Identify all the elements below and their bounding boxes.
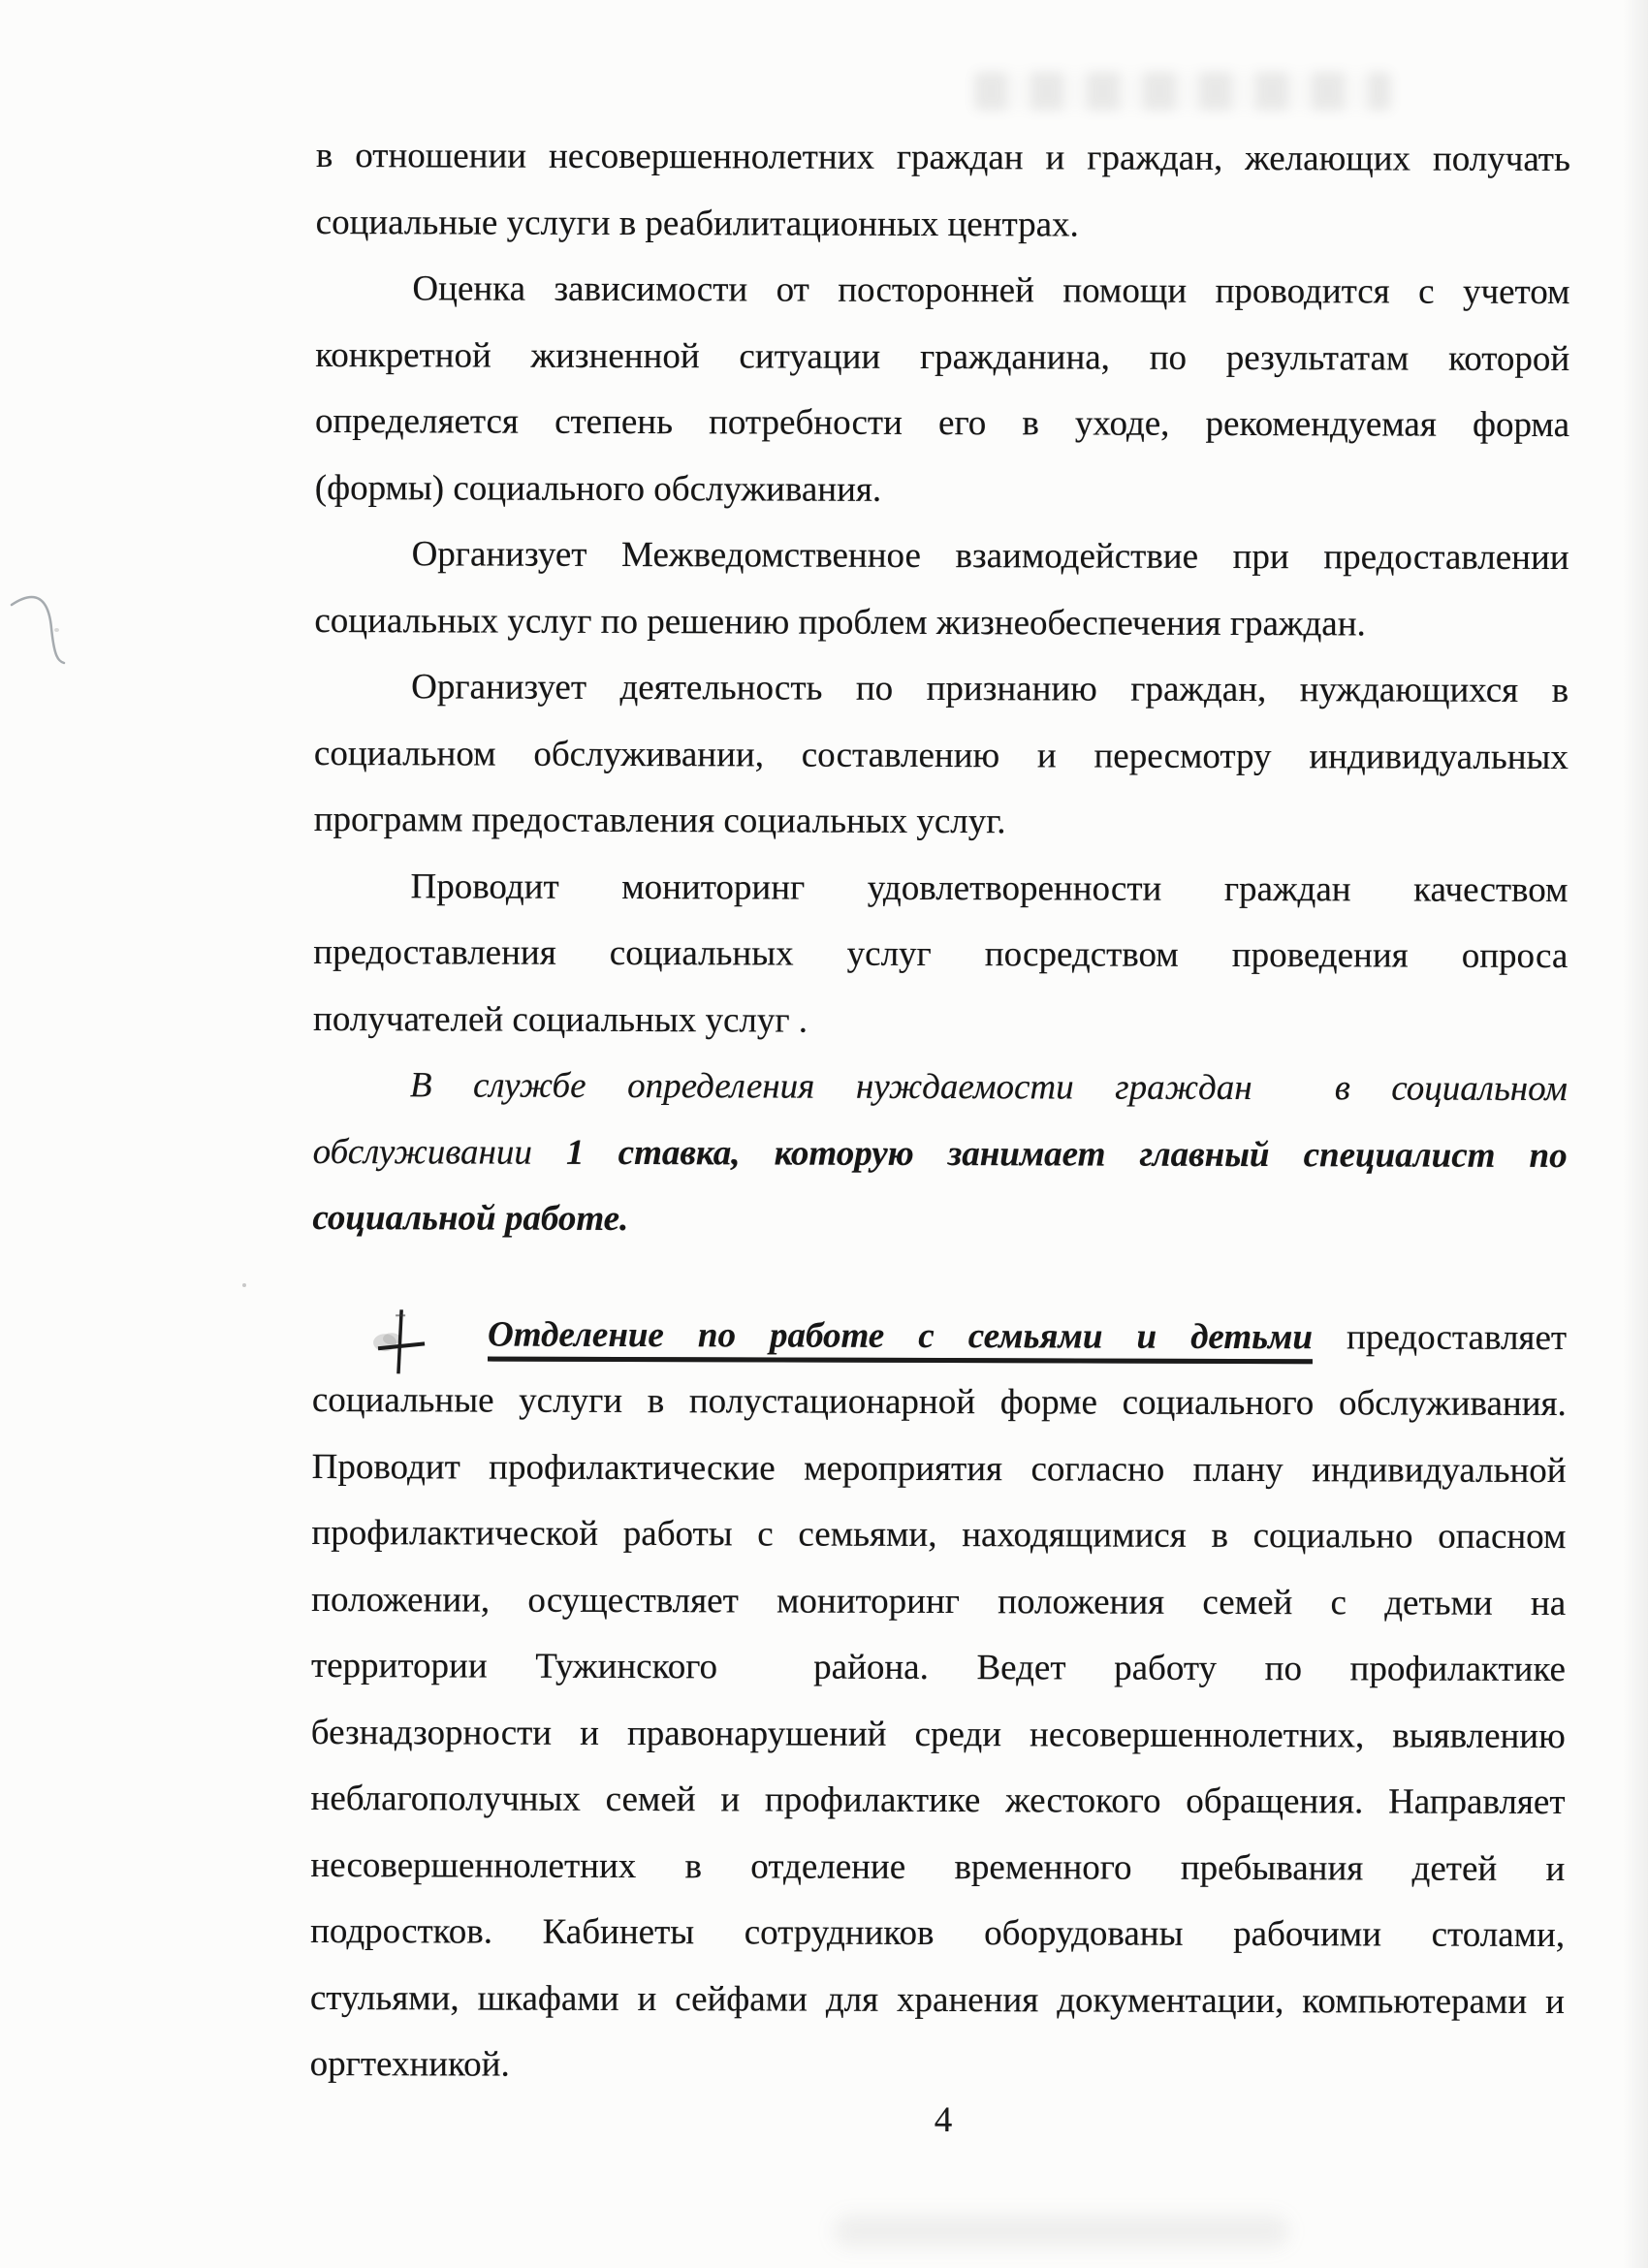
text-line: безнадзорности и правонарушений среди несовершеннолетних, выявлению bbox=[310, 1712, 1566, 1756]
section-heading-after: предоставляет bbox=[1312, 1316, 1568, 1358]
scan-edge-shade bbox=[1623, 0, 1648, 2268]
text-line: социальные услуги в полустационарной форме социального обслуживания. bbox=[311, 1379, 1567, 1425]
text-line: неблагополучных семей и профилактике жестокого обращения. Направляет bbox=[310, 1778, 1566, 1823]
text-line: (формы) социального обслуживания. bbox=[314, 467, 882, 510]
dust-speck bbox=[242, 1283, 246, 1287]
staffing-note-emphasis: 1 ставка, которую занимает главный специалист по bbox=[566, 1132, 1568, 1176]
text-line: Организует деятельность по признанию граждан, нуждающихся в bbox=[411, 667, 1569, 711]
text-line: стульями, шкафами и сейфами для хранения документации, компьютерами и bbox=[309, 1977, 1565, 2022]
text-line: конкретной жизненной ситуации гражданина, по результатам которой bbox=[315, 334, 1570, 379]
text-line: получателей социальных услуг . bbox=[313, 998, 808, 1041]
text-line: профилактической работы с семьями, находящимися в социально опасном bbox=[311, 1512, 1567, 1558]
text-line: социальные услуги в реабилитационных центрах. bbox=[315, 202, 1079, 244]
text-line: несовершеннолетних в отделение временного пребывания детей и bbox=[310, 1844, 1566, 1889]
section-heading-line bbox=[312, 1301, 1567, 1371]
pen-stroke-artifact bbox=[0, 582, 116, 717]
text-line: определяется степень потребности его в уходе, рекомендуемая форма bbox=[314, 400, 1570, 446]
scan-blotch-artifact bbox=[834, 2215, 1289, 2248]
bleedthrough-smudge-artifact bbox=[974, 72, 1391, 110]
page-number: 4 bbox=[934, 2100, 953, 2140]
text-line: положении, осуществляет мониторинг положения семей с детьми на bbox=[311, 1579, 1567, 1623]
text-line: социальном обслуживании, составлению и пересмотру индивидуальных bbox=[313, 733, 1569, 777]
text-line: социальной работе. bbox=[312, 1197, 629, 1240]
text-line: Организует Межведомственное взаимодействие при предоставлении bbox=[411, 534, 1569, 579]
text-line: Проводит мониторинг удовлетворенности граждан качеством bbox=[410, 866, 1569, 910]
department-section bbox=[310, 1301, 1568, 2101]
text-line: подростков. Кабинеты сотрудников оборудованы рабочими столами, bbox=[310, 1910, 1566, 1956]
text-line: программ предоставления социальных услуг. bbox=[313, 799, 1006, 842]
text-line: оргтехникой. bbox=[309, 2043, 510, 2085]
text-line: предоставления социальных услуг посредством проведения опроса bbox=[313, 931, 1569, 977]
handwritten-plus-mark-icon bbox=[372, 1306, 430, 1383]
section-heading-title: Отделение по работе с семьями и детьми bbox=[488, 1314, 1314, 1357]
text-line: Оценка зависимости от посторонней помощи проводится с учетом bbox=[412, 268, 1570, 313]
text-line: социальных услуг по решению проблем жизнеобеспечения граждан. bbox=[314, 600, 1366, 644]
staffing-note-text: обслуживании bbox=[312, 1131, 567, 1173]
document-text-block bbox=[310, 123, 1570, 2102]
text-line: В службе определения нуждаемости граждан в социальном bbox=[409, 1065, 1568, 1110]
text-line: в отношении несовершеннолетних граждан и граждан, желающих получать bbox=[315, 135, 1570, 180]
text-line: Проводит профилактические мероприятия согласно плану индивидуальной bbox=[311, 1446, 1567, 1491]
text-line: территории Тужинского района. Ведет работу по профилактике bbox=[310, 1645, 1567, 1690]
text-line bbox=[313, 1118, 1568, 1189]
